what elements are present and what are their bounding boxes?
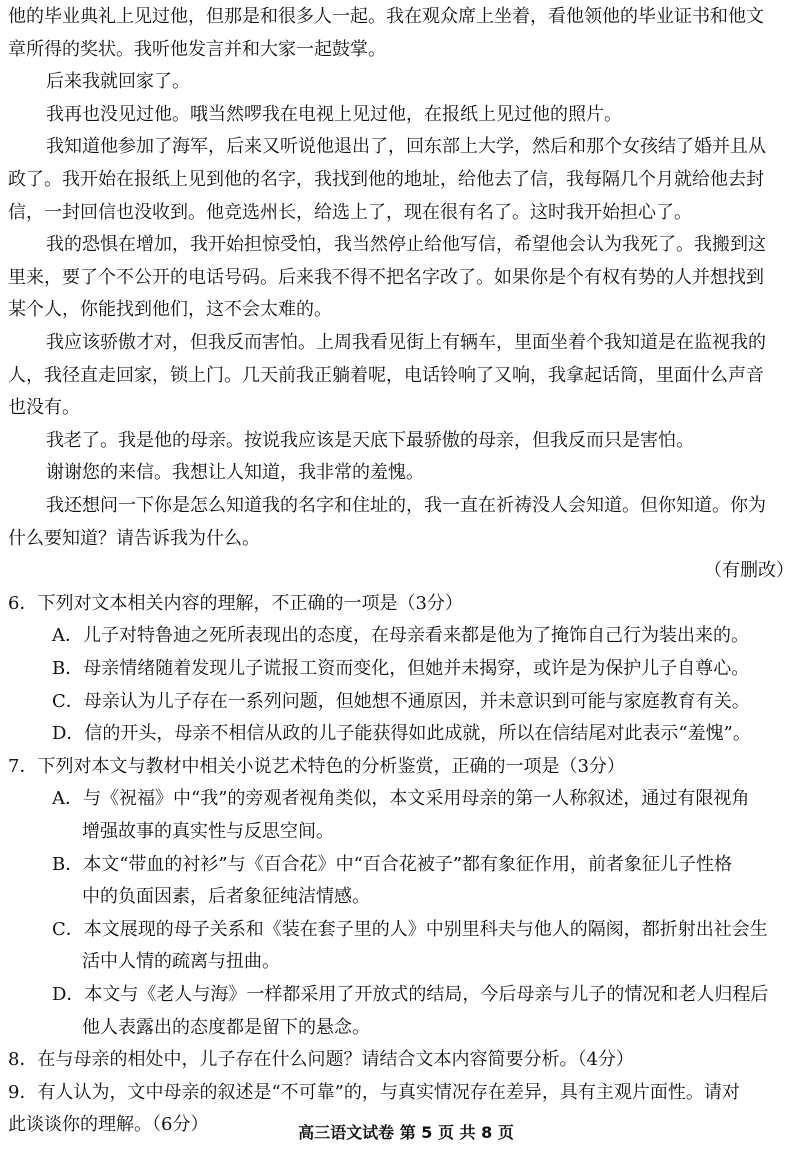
abridged-note: （有删改） [704, 560, 794, 582]
page-footer: 高三语文试卷 第 5 页 共 8 页 [298, 1123, 514, 1142]
passage-line: 我老了。我是他的母亲。按说我应该是天底下最骄傲的母亲，但我反而只是害怕。 [46, 429, 694, 451]
passage-line: 我的恐惧在增加，我开始担惊受怕，我当然停止给他写信，希望他会认为我死了。我搬到这 [46, 234, 766, 256]
question-stem: 6．下列对文本相关内容的理解，不正确的一项是（3分） [8, 592, 463, 614]
passage-line: 人，我径直走回家，锁上门。几天前我正躺着呢，电话铃响了又响，我拿起话筒，里面什么声音 [8, 364, 764, 386]
passage-line: 我应该骄傲才对，但我反而害怕。上周我看见街上有辆车，里面坐着个我知道是在监视我的 [46, 332, 766, 353]
passage-line: 我还想问一下你是怎么知道我的名字和住址的，我一直在祈祷没人会知道。但你知道。你为 [46, 495, 766, 516]
question-option: 中的负面因素，后者象征纯洁情感。 [82, 886, 370, 908]
passage-line: 章所得的奖状。我听他发言并和大家一起鼓掌。 [8, 38, 386, 60]
passage-line: 谢谢您的来信。我想让人知道，我非常的羞愧。 [46, 462, 424, 484]
question-option: D．本文与《老人与海》一样都采用了开放式的结局，今后母亲与儿子的情况和老人归程后 [52, 984, 769, 1005]
passage-line: 我知道他参加了海军，后来又听说他退出了，回东部上大学，然后和那个女孩结了婚并且从 [46, 136, 766, 158]
passage-line: 他的毕业典礼上见过他，但那是和很多人一起。我在观众席上坐着，看他领他的毕业证书和他文 [8, 6, 764, 27]
question-option: C．本文展现的母子关系和《装在套子里的人》中别里科夫与他人的隔阂，都折射出社会生 [52, 918, 768, 940]
passage-line: 后来我就回家了。 [46, 71, 190, 93]
passage-line: 什么要知道？请告诉我为什么。 [8, 527, 260, 549]
passage-line: 某个人，你能找到他们，这不会太难的。 [8, 299, 332, 321]
question-option: A．与《祝福》中“我”的旁观者视角类似，本文采用母亲的第一人称叙述，通过有限视角 [52, 788, 750, 810]
question-option: C．母亲认为儿子存在一系列问题，但她想不通原因，并未意识到可能与家庭教育有关。 [52, 690, 750, 712]
question-option: 活中人情的疏离与扭曲。 [82, 951, 280, 973]
question-option: B．母亲情绪随着发现儿子谎报工资而变化，但她并未揭穿，或许是为保护儿子自尊心。 [52, 658, 750, 679]
question-option: 增强故事的真实性与反思空间。 [82, 821, 334, 842]
question-stem: 8．在与母亲的相处中，儿子存在什么问题？请结合文本内容简要分析。（4分） [8, 1049, 634, 1071]
passage-line: 里来，要了个不公开的电话号码。后来我不得不把名字改了。如果你是个有权有势的人并想找到 [8, 266, 764, 288]
passage-line: 政了。我开始在报纸上见到他的名字，我找到他的地址，给他去了信，我每隔几个月就给他去封 [8, 169, 764, 190]
passage-line: 也没有。 [8, 397, 80, 419]
question-stem: 9．有人认为，文中母亲的叙述是“不可靠”的，与真实情况存在差异，具有主观片面性。请对 [8, 1081, 740, 1103]
question-option: D．信的开头，母亲不相信从政的儿子能获得如此成就，所以在信结尾对此表示“羞愧”。 [52, 723, 751, 745]
question-stem: 此谈谈你的理解。（6分） [8, 1114, 209, 1136]
question-option: B．本文“带血的衬衫”与《百合花》中“百合花被子”都有象征作用，前者象征儿子性格 [52, 853, 733, 875]
passage-line: 信，一封回信也没收到。他竞选州长，给选上了，现在很有名了。这时我开始担心了。 [8, 201, 692, 223]
passage-line: 我再也没见过他。哦当然啰我在电视上见过他，在报纸上见过他的照片。 [46, 103, 622, 125]
question-option: 他人表露出的态度都是留下的悬念。 [82, 1016, 370, 1038]
question-option: A．儿子对特鲁迪之死所表现出的态度，在母亲看来都是他为了掩饰自己行为装出来的。 [52, 625, 749, 647]
question-stem: 7．下列对本文与教材中相关小说艺术特色的分析鉴赏，正确的一项是（3分） [8, 755, 625, 777]
